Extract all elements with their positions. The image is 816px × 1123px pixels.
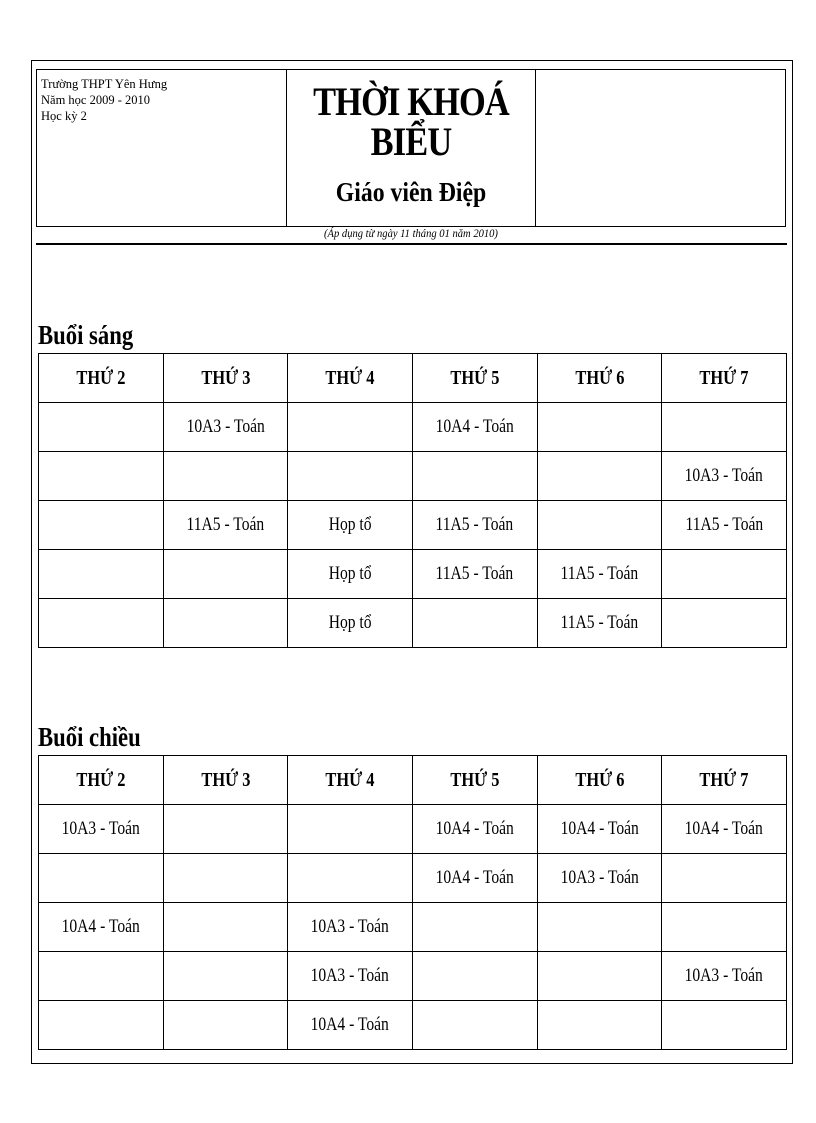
schedule-cell xyxy=(537,952,662,1001)
schedule-cell xyxy=(288,952,413,1001)
schedule-cell xyxy=(39,550,164,599)
header-blank-cell xyxy=(536,70,785,226)
cell-text: 11A5 - Toán xyxy=(435,514,514,535)
schedule-cell xyxy=(537,403,662,452)
day-label: THỨ 4 xyxy=(325,366,375,389)
schedule-cell xyxy=(662,1001,787,1050)
schedule-cell xyxy=(39,1001,164,1050)
day-header xyxy=(537,756,662,805)
schedule-cell xyxy=(163,1001,288,1050)
day-label: THỨ 5 xyxy=(450,366,500,389)
cell-text: Họp tổ xyxy=(328,514,372,535)
afternoon-section-title: Buổi chiều xyxy=(38,722,141,752)
schedule-cell xyxy=(662,952,787,1001)
header-row xyxy=(39,354,787,403)
schedule-cell xyxy=(537,550,662,599)
schedule-cell xyxy=(537,1001,662,1050)
day-label: THỨ 2 xyxy=(76,768,126,791)
schedule-cell xyxy=(163,550,288,599)
schedule-cell xyxy=(288,805,413,854)
schedule-cell xyxy=(163,952,288,1001)
cell-text: 10A3 - Toán xyxy=(685,965,764,986)
schedule-cell xyxy=(163,854,288,903)
cell-text: 11A5 - Toán xyxy=(560,612,639,633)
schedule-cell xyxy=(412,903,537,952)
schedule-cell xyxy=(537,599,662,648)
schedule-cell xyxy=(412,854,537,903)
cell-text: 10A3 - Toán xyxy=(61,818,140,839)
day-header xyxy=(662,354,787,403)
schedule-cell xyxy=(412,501,537,550)
applied-date: (Áp dụng từ ngày 11 tháng 01 năm 2010) xyxy=(324,226,498,240)
schedule-cell xyxy=(288,403,413,452)
schedule-cell xyxy=(288,501,413,550)
schedule-cell xyxy=(288,550,413,599)
day-label: THỨ 3 xyxy=(200,768,251,791)
morning-schedule-table xyxy=(38,353,787,648)
cell-text: 10A4 - Toán xyxy=(61,916,140,937)
schedule-cell xyxy=(39,403,164,452)
day-label: THỨ 4 xyxy=(325,768,375,791)
header-box xyxy=(36,69,786,240)
cell-text: 10A4 - Toán xyxy=(311,1014,390,1035)
schedule-cell xyxy=(163,403,288,452)
day-header xyxy=(412,756,537,805)
day-header xyxy=(288,354,413,403)
schedule-cell xyxy=(662,854,787,903)
title-block xyxy=(287,70,536,240)
schedule-cell xyxy=(412,550,537,599)
cell-text: 11A5 - Toán xyxy=(435,563,514,584)
schedule-cell xyxy=(163,501,288,550)
cell-text: Họp tổ xyxy=(328,612,372,633)
schedule-cell xyxy=(288,452,413,501)
schedule-cell xyxy=(288,599,413,648)
afternoon-schedule-table xyxy=(38,755,787,1050)
school-info xyxy=(37,70,287,226)
schedule-cell xyxy=(39,952,164,1001)
cell-text: 11A5 - Toán xyxy=(685,514,763,535)
teacher-name: Giáo viên Điệp xyxy=(335,177,487,207)
cell-text: 10A4 - Toán xyxy=(685,818,764,839)
schedule-cell xyxy=(39,501,164,550)
day-label: THỨ 7 xyxy=(699,366,749,389)
day-header xyxy=(39,756,164,805)
day-header xyxy=(39,354,164,403)
table-row xyxy=(39,550,787,599)
schedule-cell xyxy=(662,452,787,501)
schedule-cell xyxy=(412,952,537,1001)
schedule-cell xyxy=(288,1001,413,1050)
schedule-cell xyxy=(163,903,288,952)
cell-text: 10A3 - Toán xyxy=(311,965,390,986)
schedule-cell xyxy=(39,903,164,952)
schedule-cell xyxy=(662,599,787,648)
schedule-cell xyxy=(412,403,537,452)
day-label: THỨ 2 xyxy=(76,366,126,389)
table-row xyxy=(39,903,787,952)
schedule-cell xyxy=(537,805,662,854)
cell-text: 10A4 - Toán xyxy=(560,818,639,839)
cell-text: 10A3 - Toán xyxy=(560,867,639,888)
day-label: THỨ 7 xyxy=(699,768,749,791)
schedule-cell xyxy=(662,403,787,452)
school-name: Trường THPT Yên Hưng xyxy=(41,77,168,91)
table-row xyxy=(39,1001,787,1050)
day-header xyxy=(163,756,288,805)
cell-text: 10A3 - Toán xyxy=(685,465,764,486)
school-year: Năm học 2009 - 2010 xyxy=(41,93,151,107)
day-label: THỨ 6 xyxy=(574,366,624,389)
schedule-cell xyxy=(163,452,288,501)
day-header xyxy=(412,354,537,403)
cell-text: 10A4 - Toán xyxy=(435,867,514,888)
day-header xyxy=(288,756,413,805)
schedule-cell xyxy=(662,501,787,550)
cell-text: 10A3 - Toán xyxy=(311,916,390,937)
schedule-cell xyxy=(288,854,413,903)
table-row xyxy=(39,854,787,903)
schedule-cell xyxy=(662,903,787,952)
schedule-cell xyxy=(662,805,787,854)
schedule-cell xyxy=(412,1001,537,1050)
schedule-cell xyxy=(537,903,662,952)
table-row xyxy=(39,501,787,550)
schedule-cell xyxy=(412,805,537,854)
day-header xyxy=(537,354,662,403)
document-title: THỜI KHOÁ BIỂU xyxy=(313,79,509,164)
cell-text: Họp tổ xyxy=(328,563,372,584)
schedule-cell xyxy=(39,599,164,648)
cell-text: 10A4 - Toán xyxy=(435,416,514,437)
day-header xyxy=(163,354,288,403)
schedule-cell xyxy=(412,452,537,501)
schedule-cell xyxy=(537,501,662,550)
cell-text: 11A5 - Toán xyxy=(560,563,639,584)
table-row xyxy=(39,952,787,1001)
cell-text: 10A4 - Toán xyxy=(435,818,514,839)
table-row xyxy=(39,452,787,501)
header-divider xyxy=(36,243,787,245)
schedule-cell xyxy=(662,550,787,599)
cell-text: 11A5 - Toán xyxy=(186,514,265,535)
schedule-cell xyxy=(163,805,288,854)
schedule-cell xyxy=(39,854,164,903)
schedule-cell xyxy=(537,854,662,903)
schedule-cell xyxy=(163,599,288,648)
table-row xyxy=(39,805,787,854)
day-header xyxy=(662,756,787,805)
table-row xyxy=(39,599,787,648)
schedule-cell xyxy=(39,805,164,854)
table-row xyxy=(39,403,787,452)
semester: Học kỳ 2 xyxy=(41,109,87,123)
header-row xyxy=(39,756,787,805)
schedule-cell xyxy=(288,903,413,952)
cell-text: 10A3 - Toán xyxy=(186,416,265,437)
schedule-cell xyxy=(412,599,537,648)
schedule-cell xyxy=(39,452,164,501)
day-label: THỨ 6 xyxy=(574,768,624,791)
schedule-cell xyxy=(537,452,662,501)
day-label: THỨ 5 xyxy=(450,768,500,791)
day-label: THỨ 3 xyxy=(200,366,251,389)
morning-section-title: Buổi sáng xyxy=(38,320,134,350)
